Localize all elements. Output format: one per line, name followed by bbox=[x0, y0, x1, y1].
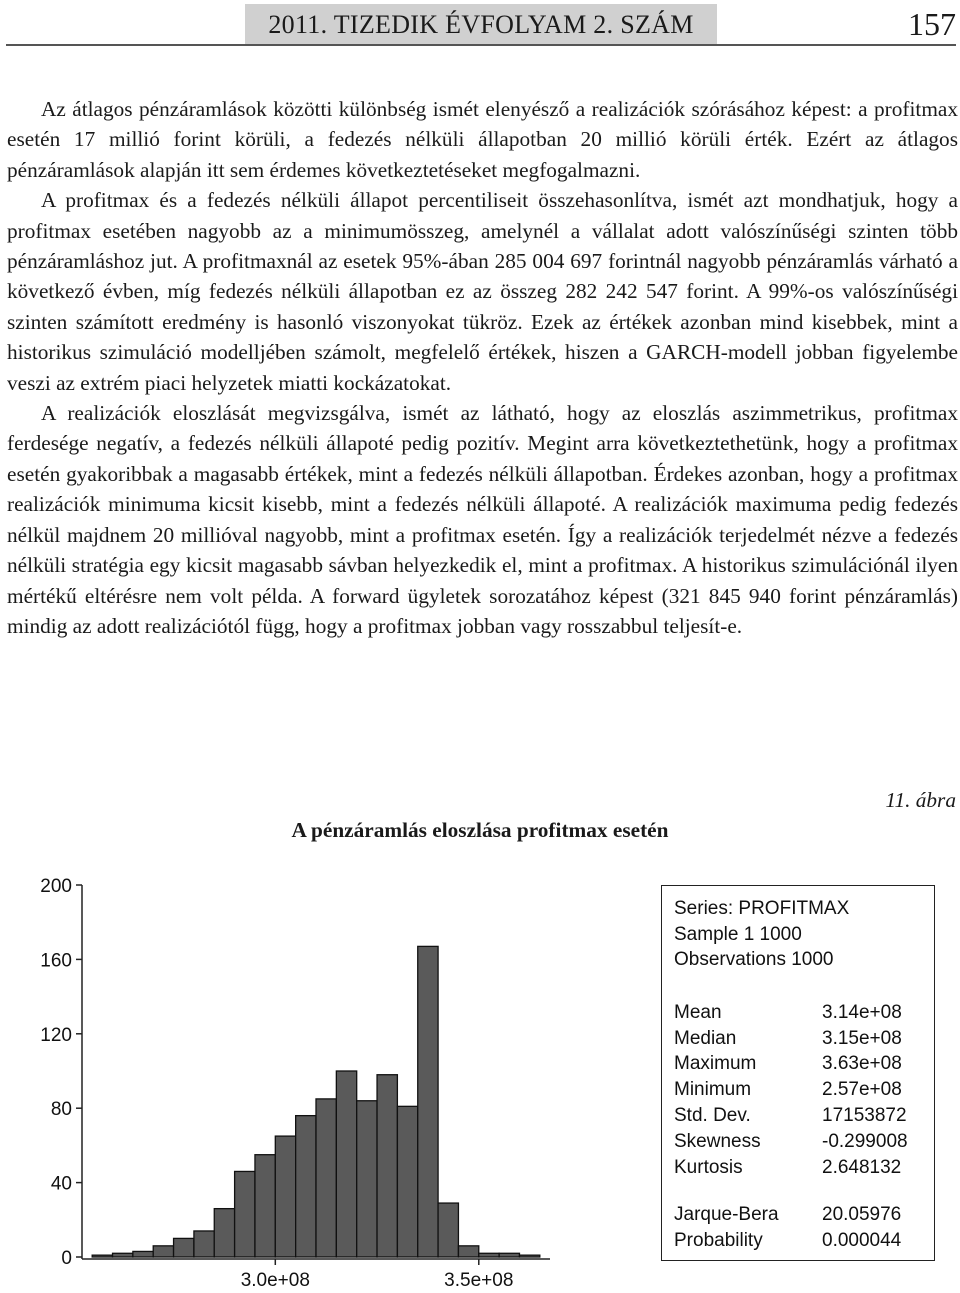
histogram-bar bbox=[438, 1203, 458, 1257]
histogram-bar bbox=[336, 1071, 356, 1257]
stat-label: Std. Dev. bbox=[674, 1105, 751, 1126]
stat-label: Kurtosis bbox=[674, 1157, 743, 1178]
histogram-bar bbox=[153, 1246, 173, 1257]
stat-label: Skewness bbox=[674, 1131, 761, 1152]
paragraph: Az átlagos pénzáramlások közötti különbség ismét elenyésző a realizációk szórásához képest: a profitmax esetén 17 millió forint körüli, a fedezés nélküli állapotban 20 millió körüli érték. Ezért az átlagos pénzáramlások alapján itt sem érdemes következtetéseket megfogalmazni. bbox=[7, 97, 958, 182]
stat-value: 20.05976 bbox=[822, 1204, 902, 1225]
histogram-bar bbox=[275, 1136, 295, 1257]
y-tick-label: 80 bbox=[50, 1099, 72, 1121]
stat-value: 3.63e+08 bbox=[822, 1053, 902, 1074]
y-tick-label: 160 bbox=[40, 950, 72, 972]
histogram-bar bbox=[418, 946, 438, 1257]
stat-value: 3.15e+08 bbox=[822, 1028, 902, 1049]
histogram-bar bbox=[255, 1155, 275, 1257]
stat-value: 2.648132 bbox=[822, 1157, 902, 1178]
histogram-bar bbox=[397, 1106, 417, 1257]
stat-label: Median bbox=[674, 1028, 737, 1049]
histogram-bar bbox=[113, 1253, 133, 1257]
x-tick-label: 3.0e+08 bbox=[240, 1270, 310, 1291]
histogram-bar bbox=[296, 1116, 316, 1257]
figure-number: 11. ábra bbox=[885, 788, 956, 812]
paragraph: A realizációk eloszlását megvizsgálva, ismét az látható, hogy az eloszlás aszimmetrikus, profitmax ferdesége negatív, a fedezés nélküli állapoté pedig pozitív. Megint arra következtethetünk, hogy a profitmax esetén gyakoribbak a magasabb értékek, mint a fedezés nélküli állapotban. Érdekes azonban, hogy a profitmax realizációk minimuma kicsit kisebb, mint a fedezés nélküli állapoté. A realizációk maximuma pedig fedezés nélkül majdnem 20 millióval nagyobb, mint a profitmax esetén. Így a realizációk terjedelmét nézve a fedezés nélküli stratégia egy kicsit magasabb sávban helyezkedik el, mint a profitmax. A historikus szimulációnál ilyen mértékű eltérésre nem volt példa. A forward ügyletek sorozatához képest (321 845 940 forint pénzáramlás) mindig az adott realizációtól függ, hogy a profitmax jobban vagy rosszabbul teljesít-e. bbox=[7, 401, 958, 638]
histogram-bar bbox=[174, 1238, 194, 1257]
histogram-bar bbox=[458, 1246, 478, 1257]
stat-label: Probability bbox=[674, 1230, 763, 1251]
stat-value: 2.57e+08 bbox=[822, 1079, 902, 1100]
journal-issue-header: 2011. TIZEDIK ÉVFOLYAM 2. SZÁM bbox=[268, 10, 694, 39]
page-number: 157 bbox=[908, 6, 956, 42]
body-text bbox=[7, 94, 958, 641]
histogram-bar bbox=[479, 1253, 499, 1257]
paragraph: A profitmax és a fedezés nélküli állapot percentiliseit összehasonlítva, ismét azt mondhatjuk, hogy a profitmax esetében nagyobb az a minimumösszeg, amelynél a vállalat adott valószínűségi szinten több pénzáramláshoz jut. A profitmaxnál az esetek 95%-ában 285 004 697 forintnál nagyobb pénzáramlás várható a következő évben, míg fedezés nélküli állapotban ez az összeg 282 242 547 forint. A 99%-os valószínűségi szinten számított eredmény is hasonló viszonyokat tükröz. Ezek az értékek azonban mind kisebbek, mint a historikus szimuláció modelljében számolt, megfelelő értékek, hiszen a GARCH-modell jobban figyelembe veszi az extrém piaci helyzetek miatti kockázatokat. bbox=[7, 188, 958, 395]
x-tick-label: 3.5e+08 bbox=[444, 1270, 514, 1291]
histogram-bar bbox=[357, 1101, 377, 1257]
histogram-bars bbox=[92, 946, 540, 1257]
figure-title: A pénzáramlás eloszlása profitmax esetén bbox=[291, 818, 669, 842]
histogram-bar bbox=[194, 1231, 214, 1257]
statistics-box bbox=[661, 885, 935, 1261]
stat-value: 0.000044 bbox=[822, 1230, 902, 1251]
stat-value: 3.14e+08 bbox=[822, 1002, 902, 1023]
histogram-bar bbox=[499, 1253, 519, 1257]
header-rule bbox=[6, 44, 956, 46]
stat-label: Maximum bbox=[674, 1053, 757, 1074]
sample-range: Sample 1 1000 bbox=[674, 924, 802, 945]
histogram-bar bbox=[316, 1099, 336, 1257]
series-name: Series: PROFITMAX bbox=[674, 898, 850, 919]
histogram-bar bbox=[133, 1251, 153, 1257]
histogram-bar bbox=[519, 1255, 539, 1257]
y-tick-label: 40 bbox=[50, 1173, 72, 1195]
histogram-bar bbox=[235, 1171, 255, 1257]
histogram-bar bbox=[92, 1255, 112, 1257]
stat-label: Jarque-Bera bbox=[674, 1204, 779, 1225]
stat-label: Mean bbox=[674, 1002, 722, 1023]
histogram-bar bbox=[377, 1075, 397, 1257]
y-tick-label: 200 bbox=[40, 876, 72, 897]
y-tick-label: 0 bbox=[61, 1248, 72, 1269]
histogram-bar bbox=[214, 1209, 234, 1257]
stat-value: -0.299008 bbox=[822, 1131, 908, 1152]
stat-value: 17153872 bbox=[822, 1105, 907, 1126]
stat-label: Minimum bbox=[674, 1079, 752, 1100]
y-tick-label: 120 bbox=[40, 1024, 72, 1046]
histogram-chart bbox=[0, 860, 660, 1293]
observation-count: Observations 1000 bbox=[674, 949, 834, 970]
